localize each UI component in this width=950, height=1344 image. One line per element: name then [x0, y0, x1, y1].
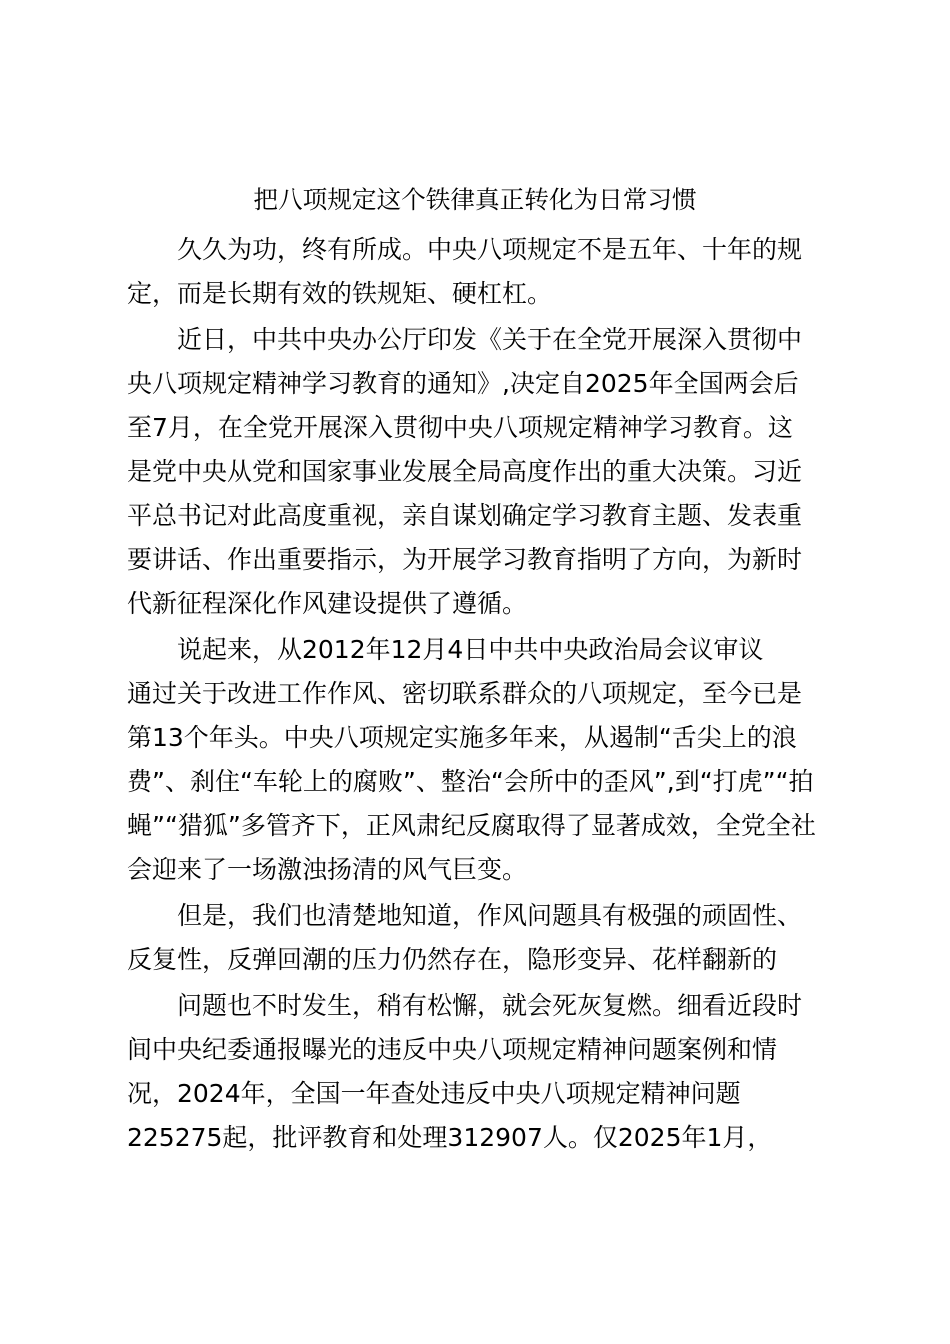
paragraph-line: 第13个年头。中央八项规定实施多年来，从遏制“舌尖上的浪 — [127, 723, 797, 752]
paragraph-line: 况，2024年，全国一年查处违反中央八项规定精神问题 — [127, 1079, 741, 1108]
paragraph-line: 是党中央从党和国家事业发展全局高度作出的重大决策。习近 — [127, 457, 803, 486]
paragraph-line: 至7月，在全党开展深入贯彻中央八项规定精神学习教育。这 — [127, 413, 793, 442]
paragraph-line: 间中央纪委通报曝光的违反中央八项规定精神问题案例和情 — [127, 1035, 778, 1064]
paragraph-line: 近日，中共中央办公厅印发《关于在全党开展深入贯彻中 — [177, 325, 803, 354]
paragraph-line: 会迎来了一场激浊扬清的风气巨变。 — [127, 855, 528, 884]
paragraph-line: 但是，我们也清楚地知道，作风问题具有极强的顽固性、 — [177, 901, 803, 930]
paragraph-line: 蝇”“猎狐”多管齐下，正风肃纪反腐取得了显著成效，全党全社 — [127, 811, 816, 840]
paragraph-line: 久久为功，终有所成。中央八项规定不是五年、十年的规 — [177, 235, 803, 264]
paragraph-line: 问题也不时发生，稍有松懈，就会死灰复燃。细看近段时 — [177, 991, 803, 1020]
paragraph-line: 平总书记对此高度重视，亲自谋划确定学习教育主题、发表重 — [127, 501, 803, 530]
paragraph-line: 说起来，从2012年12月4日中共中央政治局会议审议 — [177, 635, 764, 664]
document-title: 把八项规定这个铁律真正转化为日常习惯 — [253, 185, 697, 214]
paragraph-line: 央八项规定精神学习教育的通知》,决定自2025年全国两会后 — [127, 369, 799, 398]
paragraph-line: 通过关于改进工作作风、密切联系群众的八项规定，至今已是 — [127, 679, 803, 708]
paragraph-line: 要讲话、作出重要指示，为开展学习教育指明了方向，为新时 — [127, 545, 803, 574]
paragraph-line: 费”、刹住“车轮上的腐败”、整治“会所中的歪风”,到“打虎”“拍 — [127, 767, 814, 796]
paragraph-line: 反复性，反弹回潮的压力仍然存在，隐形变异、花样翻新的 — [127, 945, 778, 974]
paragraph-line: 代新征程深化作风建设提供了遵循。 — [127, 589, 528, 618]
paragraph-line: 225275起，批评教育和处理312907人。仅2025年1月， — [127, 1123, 773, 1152]
paragraph-line: 定，而是长期有效的铁规矩、硬杠杠。 — [127, 279, 553, 308]
